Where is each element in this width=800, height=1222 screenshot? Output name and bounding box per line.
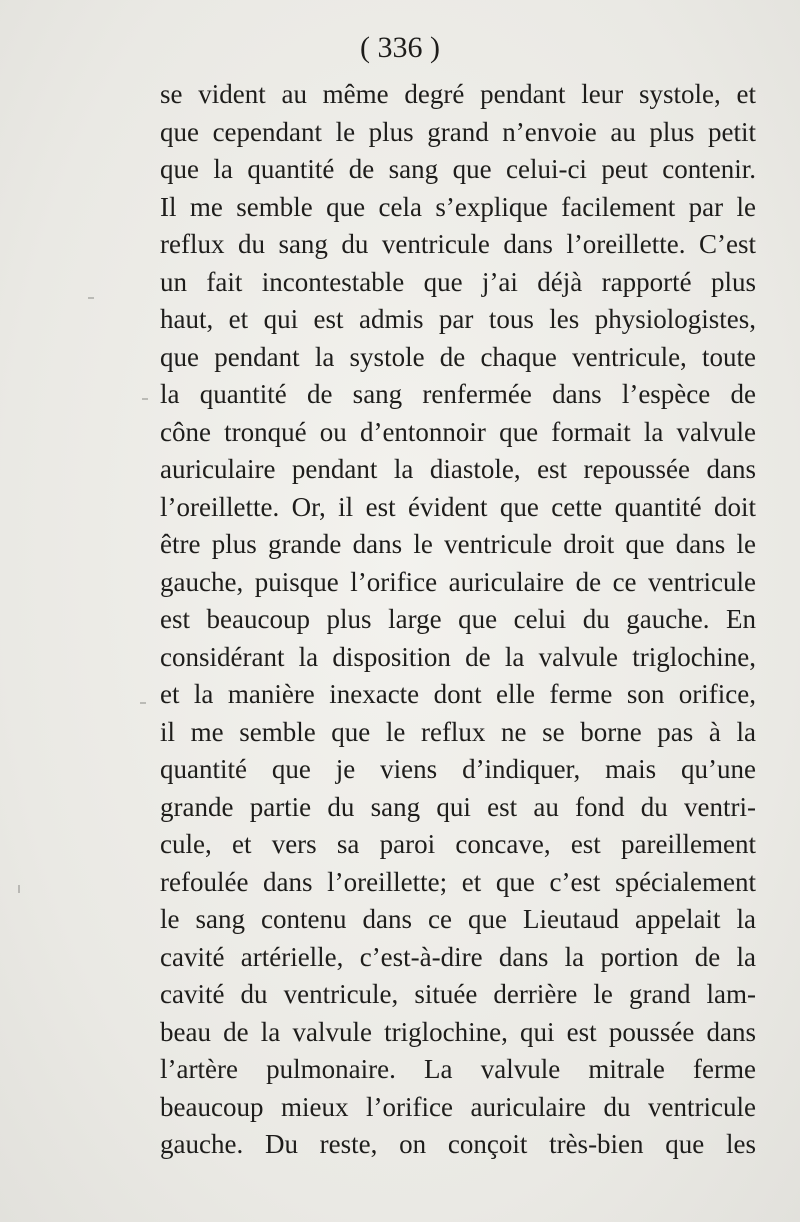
text-line: Il me semble que cela s’explique facilement par le [160,191,756,222]
text-line: cavité du ventricule, située derrière le grand lam- [160,979,756,1009]
text-line: beau de la valvule triglochine, qui est poussée dans [160,1016,756,1047]
text-line: beaucoup mieux l’orifice auriculaire du ventricule [160,1091,756,1122]
text-line: cavité artérielle, c’est-à-dire dans la portion de la [160,941,756,972]
page-number: ( 336 ) [360,31,440,64]
text-line: l’oreillette. Or, il est évident que cette quantité doit [160,491,756,522]
paper-speck [142,398,148,400]
text-line: un fait incontestable que j’ai déjà rapporté plus [160,266,756,297]
text-line: refoulée dans l’oreillette; et que c’est spécialement [160,866,756,897]
text-line: que la quantité de sang que celui-ci peut contenir. [160,154,756,184]
text-line: grande partie du sang qui est au fond du ventri- [160,791,756,822]
paper-speck [140,702,146,704]
text-line: quantité que je viens d’indiquer, mais qu’une [160,754,756,784]
paper-speck [18,885,20,893]
text-line: le sang contenu dans ce que Lieutaud appelait la [160,904,756,934]
text-line: être plus grande dans le ventricule droit que dans le [160,529,756,559]
text-line: que cependant le plus grand n’envoie au plus petit [160,116,756,147]
text-line: auriculaire pendant la diastole, est repoussée dans [160,454,756,484]
text-line: se vident au même degré pendant leur systole, et [160,79,756,109]
text-line: haut, et qui est admis par tous les physiologistes, [160,304,756,334]
paper-speck [88,297,94,299]
text-line: il me semble que le reflux ne se borne pas à la [160,716,756,747]
text-line: cône tronqué ou d’entonnoir que formait la valvule [160,416,756,447]
text-line: cule, et vers sa paroi concave, est pareillement [160,829,756,859]
text-line: l’artère pulmonaire. La valvule mitrale ferme [160,1054,756,1084]
text-line: est beaucoup plus large que celui du gauche. En [160,604,756,634]
text-line: gauche, puisque l’orifice auriculaire de ce ventricule [160,566,756,597]
text-line: reflux du sang du ventricule dans l’oreillette. C’est [160,229,756,259]
body-text [160,76,756,1164]
text-line: la quantité de sang renfermée dans l’espèce de [160,379,756,409]
text-line: considérant la disposition de la valvule triglochine, [160,641,756,672]
text-line: que pendant la systole de chaque ventricule, toute [160,341,756,372]
text-line: et la manière inexacte dont elle ferme son orifice, [160,679,756,709]
text-line: gauche. Du reste, on conçoit très-bien que les [160,1129,756,1159]
